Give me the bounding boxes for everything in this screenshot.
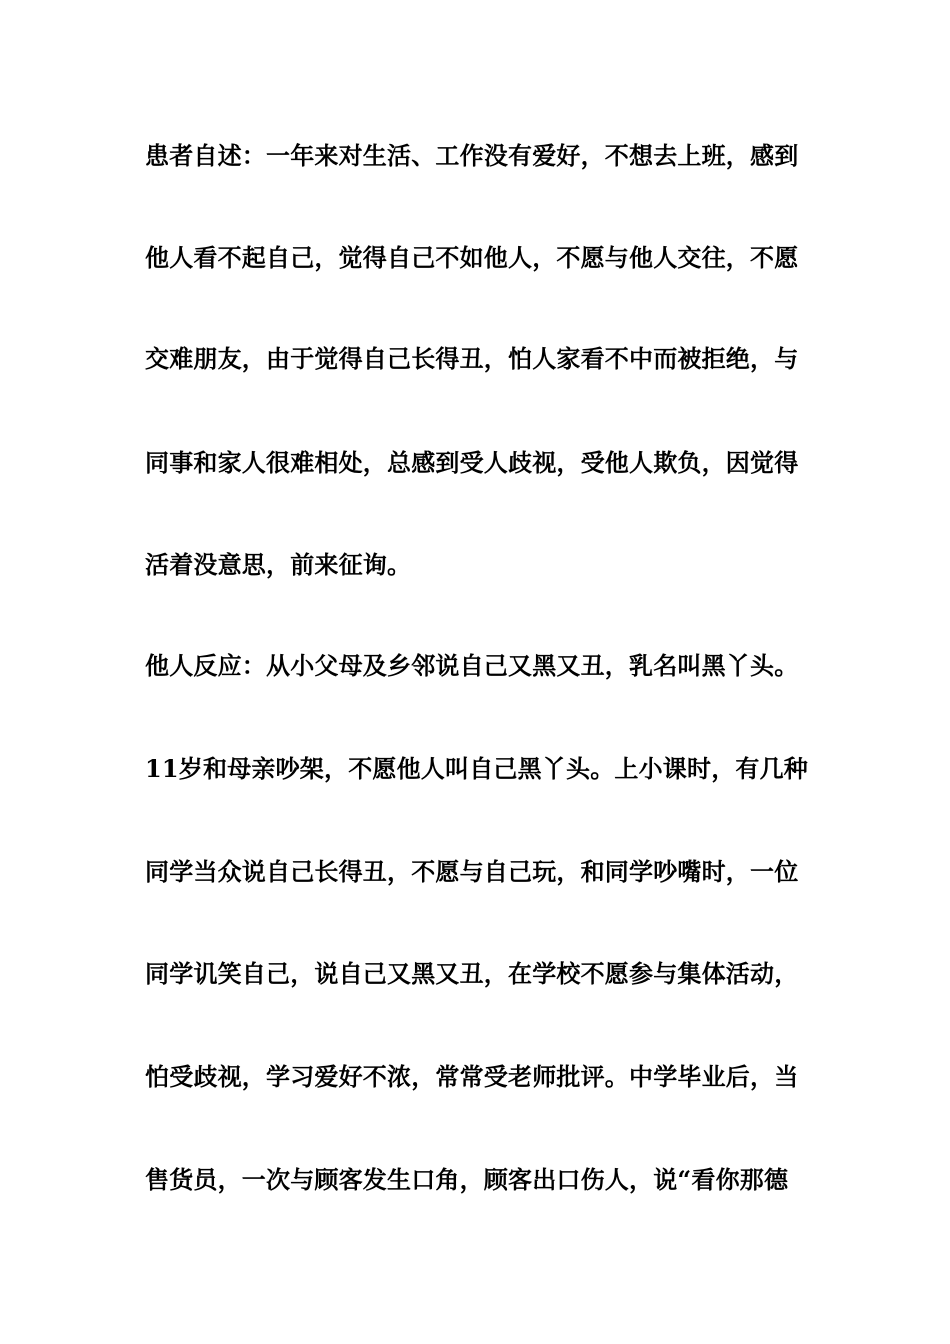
text-line-7: 11岁和母亲吵架，不愿他人叫自己黑丫头。上小课时，有几种 — [145, 754, 808, 783]
text-line-8: 同学当众说自己长得丑，不愿与自己玩，和同学吵嘴时，一位 — [145, 857, 799, 886]
text-line-3: 交难朋友，由于觉得自己长得丑，怕人家看不中而被拒绝，与 — [145, 344, 799, 373]
text-line-4: 同事和家人很难相处，总感到受人歧视，受他人欺负，因觉得 — [145, 448, 799, 477]
text-line-1: 患者自述：一年来对生活、工作没有爱好，不想去上班，感到 — [145, 141, 799, 170]
text-line-9: 同学讥笑自己，说自己又黑又丑，在学校不愿参与集体活动， — [145, 959, 799, 988]
text-line-6: 他人反应：从小父母及乡邻说自己又黑又丑，乳名叫黑丫头。 — [145, 651, 799, 680]
text-line-2: 他人看不起自己，觉得自己不如他人，不愿与他人交往，不愿 — [145, 243, 799, 272]
text-line-5: 活着没意思，前来征询。 — [145, 550, 412, 579]
text-line-11: 售货员，一次与顾客发生口角，顾客出口伤人，说“看你那德 — [145, 1165, 789, 1194]
text-line-10: 怕受歧视，学习爱好不浓，常常受老师批评。中学毕业后，当 — [145, 1062, 799, 1091]
